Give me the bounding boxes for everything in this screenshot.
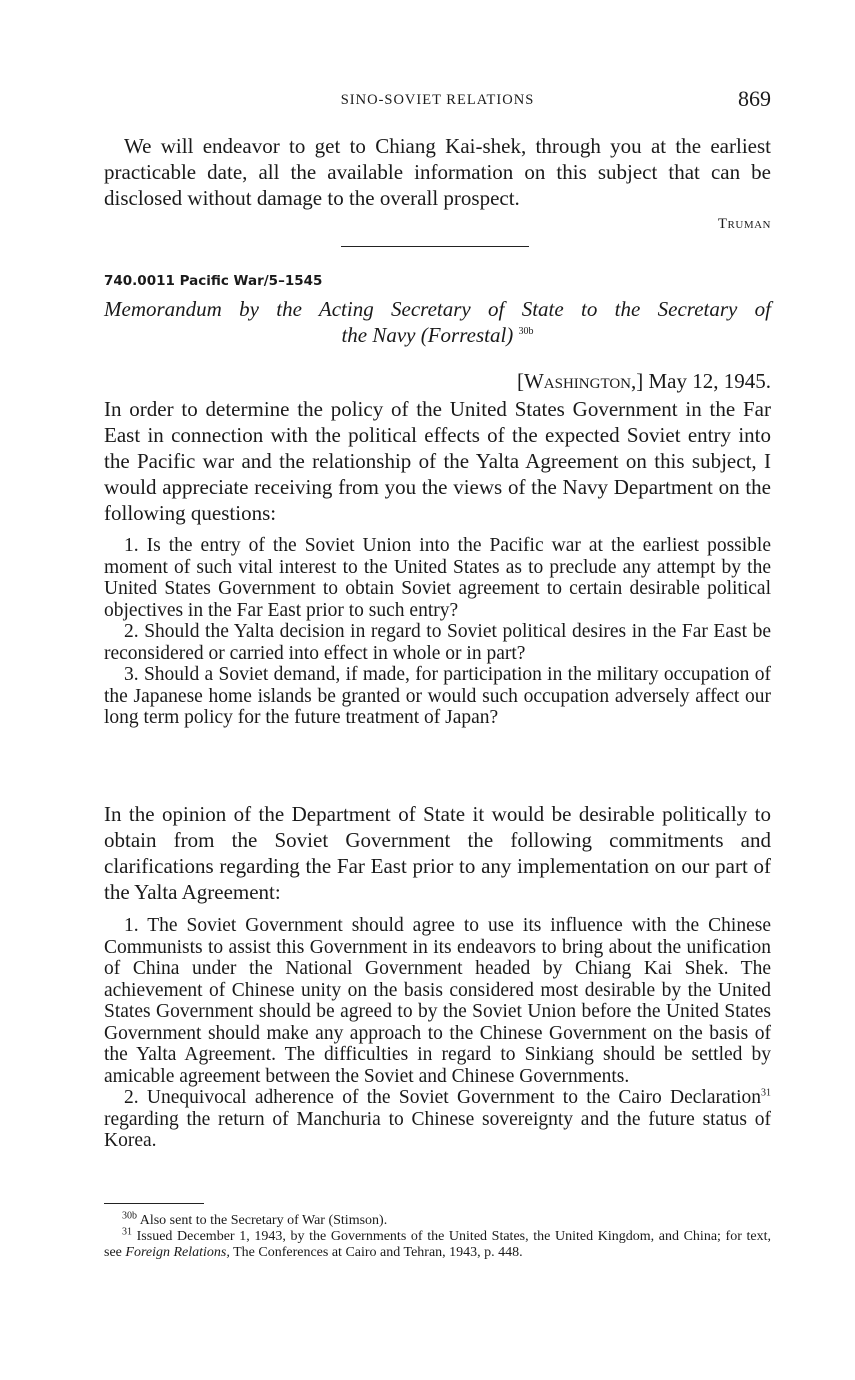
running-title: SINO-SOVIET RELATIONS	[340, 92, 535, 108]
dateline-place: [Washington,]	[516, 369, 644, 393]
footnote-text: The Conferences at Cairo and Tehran, 1943, p. 448.	[233, 1245, 523, 1260]
page-header	[104, 86, 771, 116]
list-item: 3. Should a Soviet demand, if made, for participation in the military occupation of the Japanese home islands be granted or would such occupation adversely affect our long term policy for the future treatment of Japan?	[104, 664, 771, 728]
footnote-ref: 30b	[518, 326, 534, 337]
opinion-paragraph: In the opinion of the Department of State it would be desirable politically to obtain from the Soviet Government the following commitments and clarifications regarding the Far East prior to any implementation on our part of the Yalta Agreement:	[104, 802, 771, 904]
footnote-ref: 31	[761, 1087, 771, 1099]
commitment-list	[104, 915, 771, 1152]
section-divider	[341, 246, 529, 247]
list-item: 1. Is the entry of the Soviet Union into the Pacific war at the earliest possible moment of such vital interest to the United States as to preclude any attempt by the United States Government to obtain Soviet agreement to certain desirable political objectives in the Far East prior to such entry?	[104, 535, 771, 621]
closing-paragraph	[104, 133, 771, 234]
document-title-line1: Memorandum by the Acting Secretary of State to the Secretary of	[104, 297, 771, 321]
footnote-source-title: Foreign Relations,	[125, 1245, 230, 1260]
footnote-mark: 31	[122, 1226, 132, 1238]
list-item	[104, 1087, 771, 1152]
commitment-2-text-before: 2. Unequivocal adherence of the Soviet Government to the Cairo Declaration	[124, 1087, 761, 1108]
footnote	[104, 1226, 772, 1261]
footnote-mark: 30b	[122, 1210, 137, 1222]
document-title	[104, 296, 771, 348]
dateline	[104, 368, 771, 394]
commitment-2-text-after: regarding the return of Manchuria to Chinese sovereignty and the future status of Korea.	[104, 1108, 771, 1151]
question-list	[104, 535, 771, 729]
list-item: 1. The Soviet Government should agree to use its influence with the Chinese Communists to assist this Government in its endeavors to bring about the unification of China under the National Government headed by Chiang Kai Shek. The achievement of Chinese unity on the basis considered most desirable by the United States Government should be agreed to by the Soviet Union before the United States Government should make any approach to the Chinese Government on the basis of the Yalta Agreement. The difficulties in regard to Sinkiang should be settled by amicable agreement between the Soviet and Chinese Governments.	[104, 915, 771, 1087]
file-number: 740.0011 Pacific War/5–1545	[104, 273, 323, 289]
page-number: 869	[738, 86, 771, 111]
signature: Truman	[717, 216, 771, 232]
closing-text: We will endeavor to get to Chiang Kai-shek, through you at the earliest practicable date, all the available information on this subject that can be disclosed without damage to the overall prospect.	[104, 134, 771, 210]
intro-paragraph: In order to determine the policy of the United States Government in the Far East in connection with the political effects of the expected Soviet entry into the Pacific war and the relationship of the Yalta Agreement on this subject, I would appreciate receiving from you the views of the Navy Department on the following questions:	[104, 397, 771, 525]
dateline-date: May 12, 1945.	[648, 369, 771, 393]
list-item: 2. Should the Yalta decision in regard to Soviet political desires in the Far East be reconsidered or carried into effect in whole or in part?	[104, 621, 771, 664]
footnotes	[104, 1210, 772, 1261]
footnote	[104, 1210, 771, 1229]
footnote-divider	[104, 1203, 204, 1204]
footnote-text: Also sent to the Secretary of War (Stimson).	[139, 1213, 388, 1228]
document-title-line2: the Navy (Forrestal)	[341, 323, 514, 347]
footnote-text: Issued December 1, 1943, by the Governments of the United States, the United Kingdom, and China; for text, see	[104, 1229, 772, 1260]
